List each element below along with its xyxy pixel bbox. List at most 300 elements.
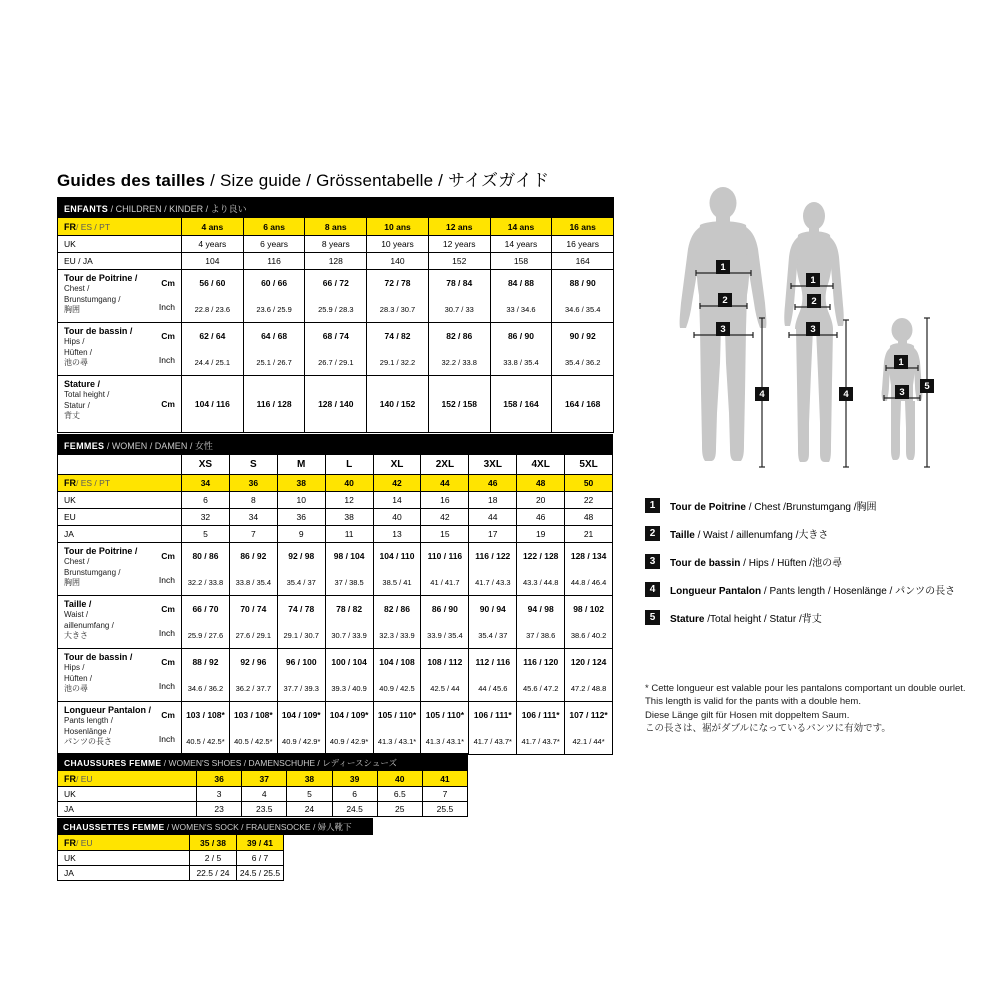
- label-fr: Tour de Poitrine /: [64, 546, 138, 556]
- row-label-fr: FR: [64, 478, 76, 488]
- label-ja: 池の尋: [64, 684, 88, 694]
- table-cell: 107 / 112*: [564, 702, 612, 728]
- label-de: Hüften /: [64, 673, 93, 683]
- table-cell: 10 years: [366, 236, 428, 252]
- shoes-table-header-translations: / WOMEN'S SHOES / DAMENSCHUHE / レディースシューズ: [161, 758, 397, 768]
- label-fr: Tour de bassin /: [64, 326, 133, 336]
- table-cell: 74 / 78: [277, 596, 325, 622]
- table-cell: 66 / 72: [304, 270, 366, 296]
- table-cell: 38: [277, 475, 325, 491]
- unit-inch-label: Inch: [158, 681, 175, 691]
- table-cell: 25.9 / 28.3: [304, 296, 366, 322]
- table-cell: 21: [564, 526, 612, 542]
- label-ja: 背丈: [64, 411, 80, 421]
- child-hips-marker: 3: [895, 385, 909, 399]
- legend-label-rest: / Pants length / Hosenlänge / パンツの長さ: [761, 586, 956, 597]
- table-cell: 6: [181, 492, 229, 508]
- chest-inch-values: [181, 296, 613, 322]
- unit-inch-label: Inch: [158, 575, 175, 585]
- hips-values: [181, 323, 613, 375]
- table-cell: 25.1 / 26.7: [243, 349, 305, 375]
- table-cell: 34.6 / 35.4: [551, 296, 613, 322]
- table-cell: 96 / 100: [277, 649, 325, 675]
- women-chest-row: [58, 542, 612, 595]
- children-uk-sizes-values: [181, 236, 613, 252]
- table-cell: 86 / 92: [229, 543, 277, 569]
- woman-chest-marker: 1: [806, 273, 820, 287]
- table-cell: 4 years: [181, 236, 243, 252]
- table-cell: 44: [468, 509, 516, 525]
- socks-table-header-translations: / WOMEN'S SOCK / FRAUENSOCKE / 婦人靴下: [164, 822, 352, 832]
- label-de: Hüften /: [64, 347, 93, 357]
- children-uk-sizes-row: [58, 235, 613, 252]
- table-cell: 17: [468, 526, 516, 542]
- page-title-main: Guides des tailles: [57, 171, 206, 190]
- table-cell: 41.7 / 43.7*: [516, 728, 564, 754]
- row-label: JA: [64, 529, 74, 539]
- page-title: [57, 166, 549, 191]
- table-cell: 8 ans: [304, 218, 366, 235]
- table-cell: L: [325, 455, 373, 474]
- table-cell: 16: [420, 492, 468, 508]
- table-cell: 82 / 86: [428, 323, 490, 349]
- table-cell: 32: [181, 509, 229, 525]
- row-label-fr: FR: [64, 221, 76, 232]
- children-table-header-translations: / CHILDREN / KINDER / より良い: [108, 204, 247, 214]
- table-cell: 2 / 5: [189, 851, 236, 865]
- unit-cm-label: Cm: [161, 710, 175, 720]
- table-cell: 88 / 90: [551, 270, 613, 296]
- man-waist-marker: 2: [718, 293, 732, 307]
- waist-inch-values: [181, 622, 612, 648]
- table-cell: 56 / 60: [181, 270, 243, 296]
- woman-waist-marker: 2: [807, 294, 821, 308]
- row-label-rest: / ES / PT: [76, 478, 111, 488]
- table-cell: 40.9 / 42.9*: [277, 728, 325, 754]
- label-fr: Taille /: [64, 599, 92, 609]
- table-cell: 122 / 128: [516, 543, 564, 569]
- shoes-table-header-fr: CHAUSSURES FEMME: [64, 758, 162, 768]
- table-cell: 48: [516, 475, 564, 491]
- table-cell: 44: [420, 475, 468, 491]
- shoes-table-header: [58, 754, 467, 771]
- legend-label-fr: Tour de Poitrine: [670, 502, 746, 513]
- table-cell: 104 / 109*: [277, 702, 325, 728]
- label-en: Waist /: [64, 610, 89, 620]
- table-cell: 25.9 / 27.6: [181, 622, 229, 648]
- label-en: Chest /: [64, 284, 90, 294]
- table-cell: 8: [229, 492, 277, 508]
- row-label-rest: / ES / PT: [76, 221, 111, 232]
- women-ja-sizes-row: [58, 525, 612, 542]
- table-cell: 48: [564, 509, 612, 525]
- table-cell: 152 / 158: [428, 376, 490, 432]
- shoes-fr-sizes-values: [196, 771, 467, 786]
- woman-pants-length-marker: 4: [839, 387, 853, 401]
- waist-cm-values: [181, 596, 612, 622]
- woman-hips-marker: 3: [806, 322, 820, 336]
- table-cell: 7: [422, 787, 467, 801]
- pants-length-footnote: [645, 682, 979, 736]
- socks-table-header: [57, 818, 373, 835]
- table-cell: 106 / 111*: [516, 702, 564, 728]
- table-cell: 116: [243, 253, 305, 269]
- footnote-line-ja: この長さは、裾がダブルになっているパンツに有効です。: [645, 723, 891, 735]
- socks-uk-sizes-row: [58, 850, 283, 865]
- table-cell: 16 years: [551, 236, 613, 252]
- table-cell: 84 / 88: [490, 270, 552, 296]
- chest-cm-values: [181, 543, 612, 569]
- legend-label-fr: Tour de bassin: [670, 558, 741, 569]
- table-cell: 105 / 110*: [420, 702, 468, 728]
- unit-cm-label: Cm: [161, 551, 175, 561]
- table-cell: 98 / 102: [564, 596, 612, 622]
- table-cell: 36: [277, 509, 325, 525]
- shoes-fr-sizes-row: [58, 771, 467, 786]
- shoes-ja-sizes-row: [58, 801, 467, 816]
- table-cell: 22: [564, 492, 612, 508]
- women-ja-sizes-values: [181, 526, 612, 542]
- hips-inch-values: [181, 675, 612, 701]
- children-fr-sizes-row: [58, 218, 613, 235]
- table-cell: 40.9 / 42.9*: [325, 728, 373, 754]
- table-cell: 47.2 / 48.8: [564, 675, 612, 701]
- chest-inch-values: [181, 569, 612, 595]
- table-cell: 42.5 / 44: [420, 675, 468, 701]
- table-cell: 4 ans: [181, 218, 243, 235]
- table-cell: 18: [468, 492, 516, 508]
- legend-item-pants-length: [645, 582, 990, 597]
- table-cell: 25.5: [422, 802, 467, 816]
- row-label-rest: / EU: [76, 837, 93, 848]
- row-label: [58, 543, 181, 595]
- socks-table-body: [57, 835, 284, 881]
- women-sizes-row: [58, 455, 612, 474]
- child-stature-marker: 5: [920, 379, 934, 393]
- row-label: JA: [64, 804, 74, 814]
- table-cell: 94 / 98: [516, 596, 564, 622]
- legend-label-rest: / Waist / aillenumfang /大きさ: [694, 530, 829, 541]
- unit-inch-label: Inch: [158, 734, 175, 744]
- label-de: Brunstumgang /: [64, 294, 121, 304]
- table-cell: 10 ans: [366, 218, 428, 235]
- women-uk-sizes-values: [181, 492, 612, 508]
- row-label: [58, 270, 181, 322]
- label-de: Hosenlänge /: [64, 726, 112, 736]
- table-cell: 19: [516, 526, 564, 542]
- table-cell: 37 / 38.6: [516, 622, 564, 648]
- table-cell: 20: [516, 492, 564, 508]
- socks-fr-sizes-row: [58, 835, 283, 850]
- table-cell: 41.7 / 43.7*: [468, 728, 516, 754]
- table-cell: 29.1 / 30.7: [277, 622, 325, 648]
- unit-cm-label: Cm: [161, 604, 175, 614]
- row-label: [58, 323, 181, 375]
- women-table-header: [58, 435, 612, 455]
- legend-number-badge: 4: [645, 582, 660, 597]
- row-label: [58, 835, 189, 850]
- pants-cm-values: [181, 702, 612, 728]
- row-label: UK: [64, 495, 76, 505]
- row-label: [58, 218, 181, 235]
- socks-fr-sizes-values: [189, 835, 283, 850]
- table-cell: 37.7 / 39.3: [277, 675, 325, 701]
- table-cell: 14 ans: [490, 218, 552, 235]
- table-cell: 98 / 104: [325, 543, 373, 569]
- table-cell: 44 / 45.6: [468, 675, 516, 701]
- table-cell: 78 / 82: [325, 596, 373, 622]
- table-cell: 34.6 / 36.2: [181, 675, 229, 701]
- table-cell: 35.4 / 37: [468, 622, 516, 648]
- table-cell: 6 / 7: [236, 851, 283, 865]
- table-cell: 116 / 122: [468, 543, 516, 569]
- table-cell: 103 / 108*: [229, 702, 277, 728]
- unit-inch-label: Inch: [158, 302, 175, 312]
- unit-cm-label: Cm: [161, 278, 175, 288]
- children-table-header-fr: ENFANTS: [64, 204, 109, 214]
- women-size-table: [57, 434, 613, 755]
- row-label-fr: FR: [64, 837, 76, 848]
- table-cell: 72 / 78: [366, 270, 428, 296]
- chest-values: [181, 270, 613, 322]
- table-cell: 30.7 / 33: [428, 296, 490, 322]
- table-cell: 74 / 82: [366, 323, 428, 349]
- legend-label: [670, 498, 877, 513]
- label-ja: パンツの長さ: [64, 737, 112, 747]
- legend-label: [670, 554, 842, 569]
- label-ja: 大きさ: [64, 631, 88, 641]
- chest-values: [181, 543, 612, 595]
- table-cell: 39.3 / 40.9: [325, 675, 373, 701]
- table-cell: 12: [325, 492, 373, 508]
- row-label-empty: [58, 455, 181, 474]
- women-uk-sizes-row: [58, 491, 612, 508]
- table-cell: 90 / 94: [468, 596, 516, 622]
- table-cell: 128 / 140: [304, 376, 366, 432]
- table-cell: 25: [377, 802, 422, 816]
- table-cell: 86 / 90: [420, 596, 468, 622]
- table-cell: 108 / 112: [420, 649, 468, 675]
- legend-label: [670, 526, 828, 541]
- unit-cm-label: Cm: [161, 331, 175, 341]
- table-cell: 41.3 / 43.1*: [373, 728, 421, 754]
- table-cell: 90 / 92: [551, 323, 613, 349]
- legend-label-rest: / Chest /Brunstumgang /胸囲: [745, 502, 877, 513]
- legend-label-rest: /Total height / Statur /背丈: [704, 614, 822, 625]
- table-cell: 100 / 104: [325, 649, 373, 675]
- label-fr: Tour de Poitrine /: [64, 273, 138, 283]
- table-cell: 45.6 / 47.2: [516, 675, 564, 701]
- table-cell: 40.9 / 42.5: [373, 675, 421, 701]
- table-cell: 103 / 108*: [181, 702, 229, 728]
- pants-length-values: [181, 702, 612, 754]
- table-cell: 92 / 98: [277, 543, 325, 569]
- table-cell: 6.5: [377, 787, 422, 801]
- page-title-translations: / Size guide / Grössentabelle / サイズガイド: [205, 171, 550, 190]
- women-pants-length-row: [58, 701, 612, 754]
- table-cell: 41 / 41.7: [420, 569, 468, 595]
- table-cell: 8 years: [304, 236, 366, 252]
- shoes-uk-sizes-row: [58, 786, 467, 801]
- unit-cm-label: Cm: [161, 399, 175, 409]
- children-size-table: [57, 197, 614, 433]
- legend-label-rest: / Hips / Hüften /池の尋: [740, 558, 843, 569]
- table-cell: 88 / 92: [181, 649, 229, 675]
- socks-ja-sizes-values: [189, 866, 283, 880]
- women-table-header-fr: FEMMES: [64, 441, 105, 451]
- measurement-legend: [645, 498, 990, 638]
- table-cell: 40: [377, 771, 422, 786]
- table-cell: 41.3 / 43.1*: [420, 728, 468, 754]
- table-cell: 7: [229, 526, 277, 542]
- table-cell: 4: [241, 787, 286, 801]
- table-cell: 39 / 41: [236, 835, 283, 850]
- table-cell: 35.4 / 36.2: [551, 349, 613, 375]
- children-chest-row: [58, 269, 613, 322]
- table-cell: 15: [420, 526, 468, 542]
- label-fr: Tour de bassin /: [64, 652, 133, 662]
- table-cell: 32.2 / 33.8: [181, 569, 229, 595]
- table-cell: 24.4 / 25.1: [181, 349, 243, 375]
- table-cell: 140 / 152: [366, 376, 428, 432]
- legend-number-badge: 1: [645, 498, 660, 513]
- table-cell: 158: [490, 253, 552, 269]
- table-cell: 33 / 34.6: [490, 296, 552, 322]
- table-cell: 37: [241, 771, 286, 786]
- table-cell: 14 years: [490, 236, 552, 252]
- table-cell: 12 years: [428, 236, 490, 252]
- women-fr-sizes-values: [181, 475, 612, 491]
- table-cell: 23.6 / 25.9: [243, 296, 305, 322]
- table-cell: 6 years: [243, 236, 305, 252]
- table-cell: 33.8 / 35.4: [229, 569, 277, 595]
- table-cell: 39: [332, 771, 377, 786]
- table-cell: 35 / 38: [189, 835, 236, 850]
- table-cell: 78 / 84: [428, 270, 490, 296]
- legend-label: [670, 582, 955, 597]
- chest-cm-values: [181, 270, 613, 296]
- table-cell: 22.5 / 24: [189, 866, 236, 880]
- table-cell: 106 / 111*: [468, 702, 516, 728]
- table-cell: 16 ans: [551, 218, 613, 235]
- table-cell: 35.4 / 37: [277, 569, 325, 595]
- women-shoes-table: [57, 753, 468, 817]
- table-cell: 46: [516, 509, 564, 525]
- table-cell: 37 / 38.5: [325, 569, 373, 595]
- table-cell: 28.3 / 30.7: [366, 296, 428, 322]
- hips-cm-values: [181, 323, 613, 349]
- label-de: aillenumfang /: [64, 620, 114, 630]
- table-cell: 40.5 / 42.5*: [181, 728, 229, 754]
- table-cell: 40: [373, 509, 421, 525]
- socks-ja-sizes-row: [58, 865, 283, 880]
- table-cell: 64 / 68: [243, 323, 305, 349]
- table-cell: XL: [373, 455, 421, 474]
- table-cell: 30.7 / 33.9: [325, 622, 373, 648]
- table-cell: 24.5 / 25.5: [236, 866, 283, 880]
- shoes-uk-sizes-values: [196, 787, 467, 801]
- table-cell: 2XL: [420, 455, 468, 474]
- waist-values: [181, 596, 612, 648]
- table-cell: 120 / 124: [564, 649, 612, 675]
- table-cell: 104 / 108: [373, 649, 421, 675]
- table-cell: 43.3 / 44.8: [516, 569, 564, 595]
- children-euja-sizes-row: [58, 252, 613, 269]
- table-cell: 32.3 / 33.9: [373, 622, 421, 648]
- table-cell: 44.8 / 46.4: [564, 569, 612, 595]
- table-cell: 38.5 / 41: [373, 569, 421, 595]
- legend-label-fr: Taille: [670, 530, 695, 541]
- table-cell: 26.7 / 29.1: [304, 349, 366, 375]
- table-cell: 42: [420, 509, 468, 525]
- table-cell: 104 / 110: [373, 543, 421, 569]
- label-en: Total height /: [64, 390, 110, 400]
- table-cell: 92 / 96: [229, 649, 277, 675]
- table-cell: 33.8 / 35.4: [490, 349, 552, 375]
- table-cell: 34: [229, 509, 277, 525]
- row-label: [58, 649, 181, 701]
- table-cell: 12 ans: [428, 218, 490, 235]
- row-label: [58, 596, 181, 648]
- table-cell: 5: [286, 787, 331, 801]
- table-cell: 105 / 110*: [373, 702, 421, 728]
- table-cell: 80 / 86: [181, 543, 229, 569]
- women-hips-row: [58, 648, 612, 701]
- table-cell: 36: [229, 475, 277, 491]
- table-cell: 4XL: [516, 455, 564, 474]
- table-cell: 6: [332, 787, 377, 801]
- row-label: [58, 702, 181, 754]
- table-cell: 116 / 128: [243, 376, 305, 432]
- body-measurement-figures: [650, 183, 962, 473]
- women-eu-sizes-row: [58, 508, 612, 525]
- table-cell: 22.8 / 23.6: [181, 296, 243, 322]
- row-label: UK: [64, 789, 76, 799]
- table-cell: 68 / 74: [304, 323, 366, 349]
- shoes-ja-sizes-values: [196, 802, 467, 816]
- table-cell: 27.6 / 29.1: [229, 622, 277, 648]
- child-chest-marker: 1: [894, 355, 908, 369]
- row-label: UK: [64, 239, 76, 249]
- table-cell: 164 / 168: [551, 376, 613, 432]
- table-cell: 5: [181, 526, 229, 542]
- table-cell: 42: [373, 475, 421, 491]
- unit-cm-label: Cm: [161, 657, 175, 667]
- table-cell: 11: [325, 526, 373, 542]
- table-cell: 36.2 / 37.7: [229, 675, 277, 701]
- table-cell: S: [229, 455, 277, 474]
- legend-number-badge: 2: [645, 526, 660, 541]
- row-label: UK: [64, 853, 76, 863]
- women-table-header-translations: / WOMEN / DAMEN / 女性: [104, 441, 213, 451]
- legend-label: [670, 610, 822, 625]
- row-label: EU: [64, 512, 76, 522]
- legend-number-badge: 5: [645, 610, 660, 625]
- row-label-rest: / EU: [76, 773, 93, 784]
- table-cell: 34: [181, 475, 229, 491]
- table-cell: 36: [196, 771, 241, 786]
- table-cell: 9: [277, 526, 325, 542]
- table-cell: 70 / 74: [229, 596, 277, 622]
- legend-item-stature: [645, 610, 990, 625]
- table-cell: 6 ans: [243, 218, 305, 235]
- table-cell: 66 / 70: [181, 596, 229, 622]
- label-en: Hips /: [64, 337, 85, 347]
- pants-inch-values: [181, 728, 612, 754]
- table-cell: 24.5: [332, 802, 377, 816]
- table-cell: 140: [366, 253, 428, 269]
- table-cell: 29.1 / 32.2: [366, 349, 428, 375]
